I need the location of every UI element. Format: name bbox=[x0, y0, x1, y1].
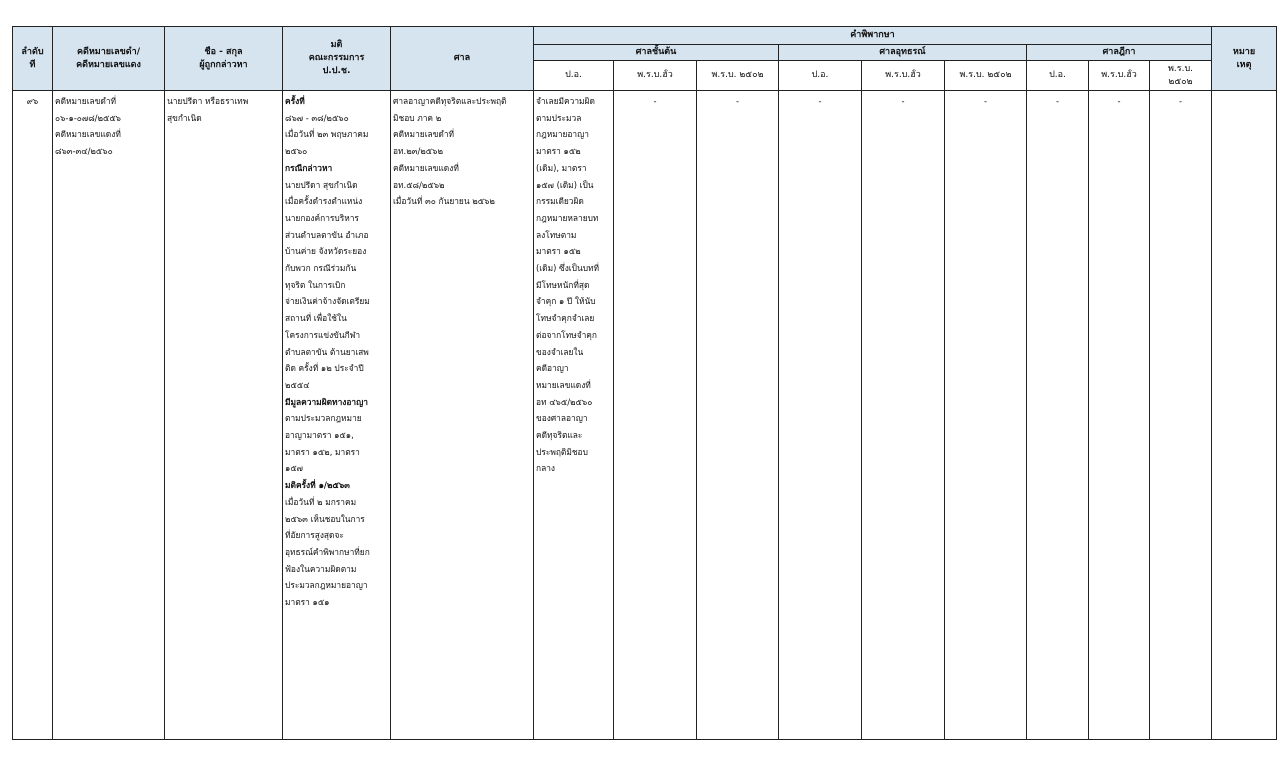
header-court: ศาล bbox=[391, 27, 534, 91]
verdict-line: (เดิม) ซึ่งเป็นบทที่ bbox=[536, 263, 600, 274]
resolution-line: ตำบลตาขัน ต้านยาเสพ bbox=[285, 346, 369, 357]
verdict-line: ของศาลอาญา bbox=[536, 413, 588, 424]
verdict-line: มาตรา ๑๕๒ bbox=[536, 246, 581, 257]
verdict-line: กรรมเดียวผิด bbox=[536, 196, 584, 207]
verdict-line: ลงโทษตาม bbox=[536, 229, 577, 240]
resolution-line: มติครั้งที่ ๑/๒๕๖๓ bbox=[285, 480, 350, 491]
header-court-appeal: ศาลอุทธรณ์ bbox=[779, 45, 1027, 61]
row-appeal-2502: - bbox=[945, 91, 1027, 740]
verdict-line: อท ๔๖๕/๒๕๖๐ bbox=[536, 396, 593, 407]
row-court bbox=[391, 91, 534, 740]
name-line: นายปรีดา หรือธราเทพ bbox=[167, 96, 249, 106]
header-subcol-0 bbox=[534, 61, 614, 91]
verdict-line: กลาง bbox=[536, 463, 555, 474]
header-subcol-line: ป.อ. bbox=[811, 70, 829, 80]
row-supreme-pa-o: - bbox=[1027, 91, 1089, 740]
header-subcol-line: พ.ร.บ. ๒๕๐๒ bbox=[711, 70, 764, 80]
resolution-line: ส่วนตำบลตาขัน อำเภอ bbox=[285, 229, 369, 240]
header-case-no-line: คดีหมายเลขแดง bbox=[76, 59, 141, 70]
resolution-line: อาญามาตรา ๑๕๑, bbox=[285, 430, 354, 441]
resolution-line: กับพวก กรณีร่วมกัน bbox=[285, 263, 357, 274]
resolution-line: มีมูลความผิดทางอาญา bbox=[285, 396, 368, 407]
verdict-line: จำคุก ๑ ปี ให้นับ bbox=[536, 296, 596, 307]
row-appeal-hua: - bbox=[862, 91, 945, 740]
header-judgment: คำพิพากษา bbox=[534, 27, 1212, 45]
resolution-line: ตามประมวลกฎหมาย bbox=[285, 413, 362, 424]
resolution-line: เมื่อวันที่ ๒๓ พฤษภาคม bbox=[285, 129, 369, 140]
court-line: อท.๕๘/๒๕๖๒ bbox=[393, 179, 445, 190]
verdict-line: คดีทุจริตและ bbox=[536, 430, 583, 441]
header-case-no bbox=[53, 27, 165, 91]
resolution-line: จ่ายเงินค่าจ้างจัดเตรียม bbox=[285, 296, 370, 307]
header-subcol-7 bbox=[1089, 61, 1150, 91]
row-supreme-hua: - bbox=[1089, 91, 1150, 740]
header-subcol-line: ป.อ. bbox=[1049, 70, 1066, 80]
header-no-line: ที่ bbox=[29, 59, 36, 70]
header-subcol-line: ๒๕๐๒ bbox=[1168, 76, 1193, 87]
header-no bbox=[13, 27, 53, 91]
resolution-line: นายปรีดา สุขกำเนิด bbox=[285, 179, 358, 190]
resolution-line: ๘๖๗ - ๓๘/๒๕๖๐ bbox=[285, 112, 349, 123]
verdict-line: ตามประมวล bbox=[536, 112, 582, 123]
judgment-table bbox=[12, 26, 1277, 740]
row-case-no bbox=[53, 91, 165, 740]
header-subcol-line: พ.ร.บ. bbox=[1167, 63, 1194, 74]
header-subcol-line: ป.อ. bbox=[565, 70, 582, 80]
resolution-line: ๒๕๖๓ เห็นชอบในการ bbox=[285, 513, 365, 524]
resolution-line: สถานที่ เพื่อใช้ใน bbox=[285, 313, 347, 324]
court-line: คดีหมายเลขแดงที่ bbox=[393, 162, 459, 173]
verdict-line: ๑๕๗ (เดิม) เป็น bbox=[536, 179, 594, 190]
header-subcol-line: พ.ร.บ.ฮั้ว bbox=[885, 70, 921, 80]
header-case-no-line: คดีหมายเลขดำ/ bbox=[77, 46, 140, 57]
resolution-line: ประมวลกฎหมายอาญา bbox=[285, 580, 368, 591]
resolution-line: มาตรา ๑๕๒, มาตรา bbox=[285, 446, 360, 457]
verdict-line: ต่อจากโทษจำคุก bbox=[536, 329, 597, 340]
header-subcol-6 bbox=[1027, 61, 1089, 91]
resolution-line: นายกองค์การบริหาร bbox=[285, 212, 359, 223]
verdict-line: ประพฤติมิชอบ bbox=[536, 446, 588, 457]
verdict-line: จำเลยมีความผิด bbox=[536, 96, 595, 106]
resolution-line: เมื่อครั้งดำรงตำแหน่ง bbox=[285, 196, 363, 207]
row-first-hua: - bbox=[614, 91, 697, 740]
verdict-line: กฎหมายอาญา bbox=[536, 129, 589, 140]
row-appeal-pa-o: - bbox=[779, 91, 862, 740]
header-resolution bbox=[283, 27, 391, 91]
case-no-line: ๐๖-๑-๐๗๘/๒๕๕๖ bbox=[55, 112, 121, 123]
header-remark bbox=[1212, 27, 1277, 91]
resolution-line: ๒๕๖๐ bbox=[285, 146, 308, 157]
court-line: เมื่อวันที่ ๓๐ กันยายน ๒๕๖๒ bbox=[393, 196, 495, 207]
court-line: ศาลอาญาคดีทุจริตและประพฤติ bbox=[393, 96, 507, 106]
row-no: ๙๖ bbox=[13, 91, 53, 740]
resolution-line: ติด ครั้งที่ ๑๒ ประจำปี bbox=[285, 363, 364, 374]
court-line: อท.๒๓/๒๕๖๒ bbox=[393, 146, 443, 157]
header-remark-line: เหตุ bbox=[1236, 59, 1252, 70]
row-supreme-2502: - bbox=[1150, 91, 1212, 740]
resolution-line: เมื่อวันที่ ๒ มกราคม bbox=[285, 496, 357, 507]
verdict-line: มีโทษหนักที่สุด bbox=[536, 279, 590, 290]
resolution-line: มาตรา ๑๕๑ bbox=[285, 597, 330, 608]
verdict-line: มาตรา ๑๕๒ bbox=[536, 146, 581, 157]
header-resolution-line: ป.ป.ช. bbox=[322, 66, 351, 76]
name-line: สุขกำเนิด bbox=[167, 112, 202, 123]
header-subcol-line: พ.ร.บ. ๒๕๐๒ bbox=[959, 70, 1012, 80]
header-resolution-line: คณะกรรมการ bbox=[308, 53, 365, 63]
verdict-line: โทษจำคุกจำเลย bbox=[536, 313, 595, 324]
resolution-line: ฟ้องในความผิดตาม bbox=[285, 563, 357, 574]
header-subcol-line: พ.ร.บ.ฮั้ว bbox=[637, 70, 673, 80]
resolution-line: บ้านค่าย จังหวัดระยอง bbox=[285, 246, 367, 257]
header-name-line: ชื่อ - สกุล bbox=[204, 46, 243, 57]
resolution-line: ทุจริต ในการเบิก bbox=[285, 279, 346, 290]
court-line: มิชอบ ภาค ๒ bbox=[393, 112, 442, 123]
case-no-line: ๘๖๓-๓๔/๒๕๖๐ bbox=[55, 146, 113, 157]
judgment-table-document bbox=[12, 26, 1276, 740]
header-name-line: ผู้ถูกกล่าวหา bbox=[199, 59, 248, 70]
header-subcol-8 bbox=[1150, 61, 1212, 91]
header-court-supreme: ศาลฎีกา bbox=[1027, 45, 1212, 61]
header-name bbox=[165, 27, 283, 91]
header-resolution-line: มติ bbox=[330, 40, 343, 50]
verdict-line: หมายเลขแดงที่ bbox=[536, 379, 591, 390]
verdict-line: คดีอาญา bbox=[536, 363, 569, 374]
header-subcol-line: พ.ร.บ.ฮั้ว bbox=[1101, 70, 1137, 80]
verdict-line: ของจำเลยใน bbox=[536, 346, 584, 357]
case-no-line: คดีหมายเลขแดงที่ bbox=[55, 129, 121, 140]
row-remark bbox=[1212, 91, 1277, 740]
verdict-line: (เดิม), มาตรา bbox=[536, 162, 587, 173]
court-line: คดีหมายเลขดำที่ bbox=[393, 129, 455, 140]
row-name bbox=[165, 91, 283, 740]
resolution-line: ๒๕๕๔ bbox=[285, 379, 310, 390]
row-resolution bbox=[283, 91, 391, 740]
resolution-line: กรณีกล่าวหา bbox=[285, 162, 333, 173]
header-subcol-1 bbox=[614, 61, 697, 91]
row-verdict-first-pa-o bbox=[534, 91, 614, 740]
row-first-2502: - bbox=[697, 91, 779, 740]
header-subcol-5 bbox=[945, 61, 1027, 91]
resolution-line: ที่อัยการสูงสุดจะ bbox=[285, 530, 344, 541]
header-remark-line: หมาย bbox=[1232, 46, 1256, 57]
resolution-line: ๑๕๗ bbox=[285, 463, 303, 474]
header-subcol-2 bbox=[697, 61, 779, 91]
verdict-line: กฎหมายหลายบท bbox=[536, 212, 599, 223]
resolution-line: ครั้งที่ bbox=[285, 96, 305, 106]
header-subcol-4 bbox=[862, 61, 945, 91]
header-court-first: ศาลชั้นต้น bbox=[534, 45, 779, 61]
header-no-line: ลำดับ bbox=[21, 46, 44, 57]
case-no-line: คดีหมายเลขดำที่ bbox=[55, 96, 117, 106]
resolution-line: อุทธรณ์คำพิพากษาที่ยก bbox=[285, 546, 370, 557]
header-subcol-3 bbox=[779, 61, 862, 91]
resolution-line: โครงการแข่งขันกีฬา bbox=[285, 329, 361, 340]
